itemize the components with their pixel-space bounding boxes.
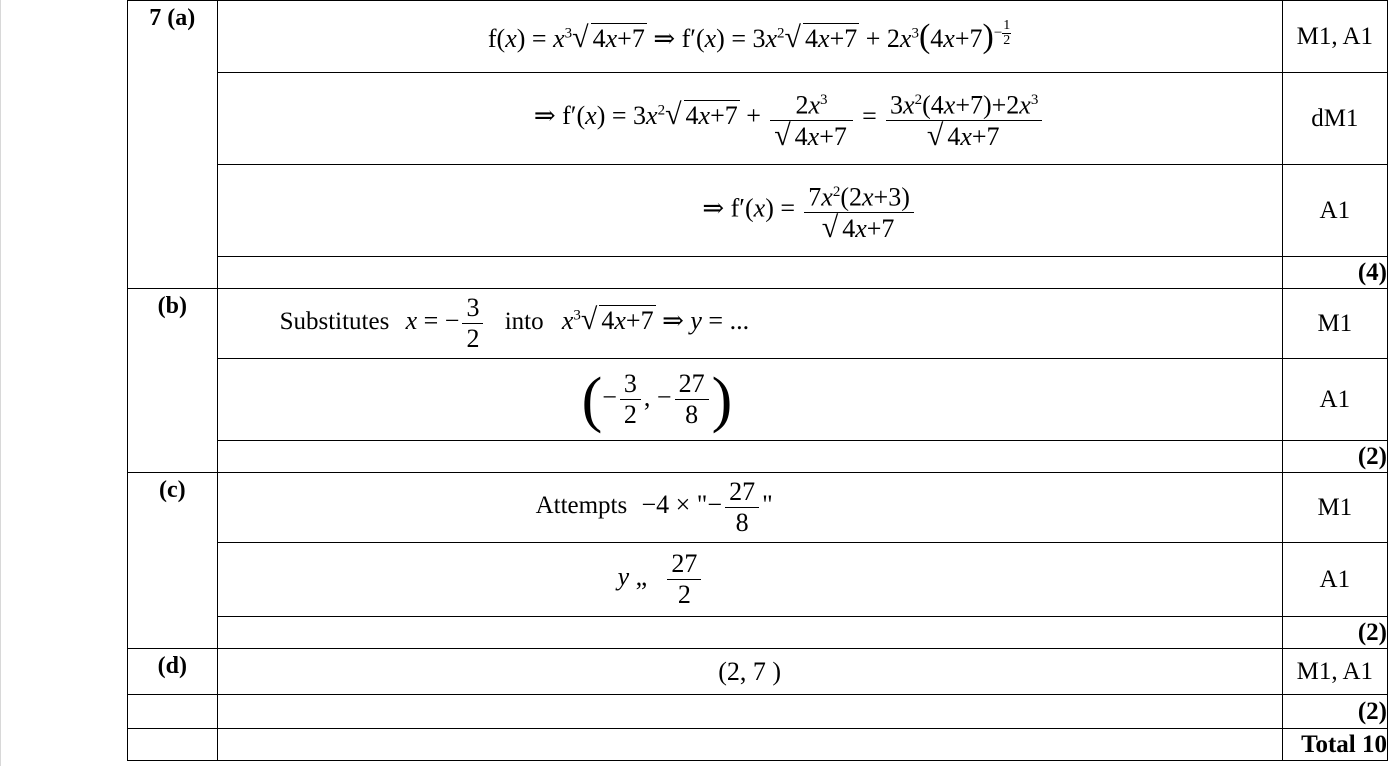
mark-a2: dM1	[1282, 73, 1387, 165]
mark-c2: A1	[1282, 543, 1387, 617]
table-row	[128, 165, 1388, 257]
table-row	[128, 695, 1388, 729]
mark-scheme-table	[127, 0, 1388, 761]
question-label-7a: 7 (a)	[128, 1, 218, 289]
working-d-line1: (2, 7 )	[217, 649, 1282, 695]
mark-a3: A1	[1282, 165, 1387, 257]
table-row	[128, 441, 1388, 473]
page-edge	[0, 0, 1, 766]
working-a-line3: ⇒ f′(x) = $\frac{7x^2(2x+3)}{√ 4x+7}$	[217, 165, 1282, 257]
mark-d1: M1, A1	[1282, 649, 1387, 695]
subtotal-c: (2)	[1282, 617, 1387, 649]
mark-a1: M1, A1	[1282, 1, 1387, 73]
question-label-d: (d)	[128, 649, 218, 695]
table-row	[128, 473, 1388, 543]
table-row	[128, 73, 1388, 165]
table-row	[128, 1, 1388, 73]
table-row	[128, 729, 1388, 761]
mark-b2: A1	[1282, 359, 1387, 441]
working-b-line1: Substitutes x = − $\frac{3}{2}$ into $x^3√$ 4x+7 ⇒ y = ...	[217, 289, 1282, 359]
working-a-line1: $f(x) = x^3√$ 4x+7 ⇒ $f'(x) = 3x^2√$ $4x+7 + 2x^3(4x+7)^{- \frac{1}{2}}$	[217, 1, 1282, 73]
question-label-c: (c)	[128, 473, 218, 649]
total-marks: Total 10	[1282, 729, 1387, 761]
subtotal-d: (2)	[1282, 695, 1387, 729]
table-row	[128, 649, 1388, 695]
mark-b1: M1	[1282, 289, 1387, 359]
working-a-line2: ⇒ $f'(x) = 3x^2√$ 4x+7 + $\frac{2x^3}{√ 4x+7}$ = $\frac{3x^2(4x+7)+2x^3}{√ 4x+7}$	[217, 73, 1282, 165]
working-b-line2: (− $\frac{3}{2}$ , − $\frac{27}{8}$ )	[217, 359, 1282, 441]
question-label-b: (b)	[128, 289, 218, 473]
working-c-line2: y „ $\frac{27}{2}$	[217, 543, 1282, 617]
working-c-line1: Attempts −4 × "− $\frac{27}{8}$ "	[217, 473, 1282, 543]
subtotal-a: (4)	[1282, 257, 1387, 289]
table-row	[128, 543, 1388, 617]
table-row	[128, 359, 1388, 441]
table-row	[128, 617, 1388, 649]
table-row	[128, 257, 1388, 289]
mark-c1: M1	[1282, 473, 1387, 543]
table-row	[128, 289, 1388, 359]
subtotal-b: (2)	[1282, 441, 1387, 473]
